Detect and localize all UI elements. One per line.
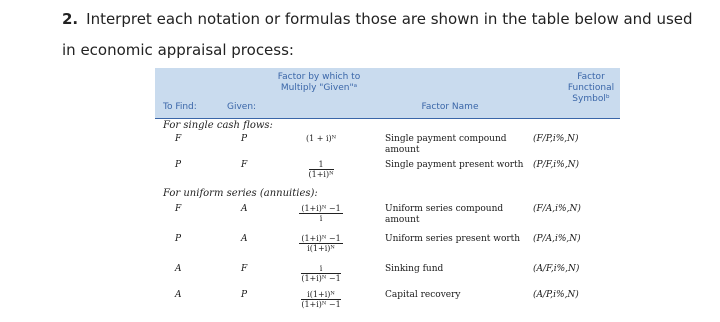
cell-given: A xyxy=(241,234,248,244)
section-single-cash-flows: For single cash flows: xyxy=(163,120,273,131)
cell-symbol: (P/A,i%,N) xyxy=(533,234,581,244)
table-header xyxy=(155,68,620,118)
formula-denominator: i xyxy=(319,214,323,223)
cell-given: F xyxy=(241,160,248,170)
question-number: 2. xyxy=(62,10,79,28)
cell-symbol: (P/F,i%,N) xyxy=(533,160,579,170)
cell-find: P xyxy=(175,234,182,244)
formula-denominator: (1+i)ᴺ −1 xyxy=(301,274,341,283)
cell-factor-name: Uniform series compound amount xyxy=(385,204,504,225)
factor-table xyxy=(155,68,620,318)
cell-find: P xyxy=(175,160,182,170)
header-functional-symbol: Factor Functional Symbolᵇ xyxy=(567,72,615,104)
cell-find: A xyxy=(175,290,182,300)
formula-numerator: i xyxy=(301,264,340,274)
cell-given: A xyxy=(241,204,248,214)
cell-formula xyxy=(281,160,361,179)
cell-symbol: (F/P,i%,N) xyxy=(533,134,579,144)
section-uniform-series: For uniform series (annuities): xyxy=(163,188,318,199)
question-text xyxy=(62,4,702,66)
header-factor: Factor by which to Multiply "Given"ᵃ xyxy=(277,72,361,93)
cell-symbol: (F/A,i%,N) xyxy=(533,204,581,214)
cell-find: F xyxy=(175,204,182,214)
cell-formula: (1 + i)ᴺ xyxy=(305,134,337,143)
formula-numerator: (1+i)ᴺ −1 xyxy=(301,234,341,243)
cell-find: F xyxy=(175,134,182,144)
formula-denominator: i(1+i)ᴺ xyxy=(307,244,335,253)
cell-factor-name: Single payment compound amount xyxy=(385,134,507,155)
cell-given: P xyxy=(241,290,248,300)
cell-factor-name: Single payment present worth xyxy=(385,160,524,170)
header-divider xyxy=(155,118,620,119)
cell-formula xyxy=(281,264,361,283)
question-body: Interpret each notation or formulas those are shown in the table below and used in economic appraisal process: xyxy=(62,10,693,59)
cell-factor-name: Capital recovery xyxy=(385,290,461,300)
cell-given: F xyxy=(241,264,248,274)
cell-symbol: (A/P,i%,N) xyxy=(533,290,579,300)
formula-denominator: (1+i)ᴺ xyxy=(308,170,334,179)
cell-factor-name: Sinking fund xyxy=(385,264,444,274)
cell-formula xyxy=(281,290,361,309)
cell-factor-name: Uniform series present worth xyxy=(385,234,521,244)
header-to-find: To Find: xyxy=(163,102,197,112)
formula-denominator: (1+i)ᴺ −1 xyxy=(301,300,341,309)
header-factor-name: Factor Name xyxy=(421,102,479,112)
cell-given: P xyxy=(241,134,248,144)
formula-numerator: (1+i)ᴺ −1 xyxy=(301,204,341,213)
cell-find: A xyxy=(175,264,182,274)
formula-numerator: i(1+i)ᴺ xyxy=(301,290,340,300)
formula-numerator: 1 xyxy=(309,160,334,170)
cell-formula xyxy=(281,234,361,253)
header-given: Given: xyxy=(227,102,257,112)
cell-symbol: (A/F,i%,N) xyxy=(533,264,580,274)
cell-formula xyxy=(281,204,361,223)
